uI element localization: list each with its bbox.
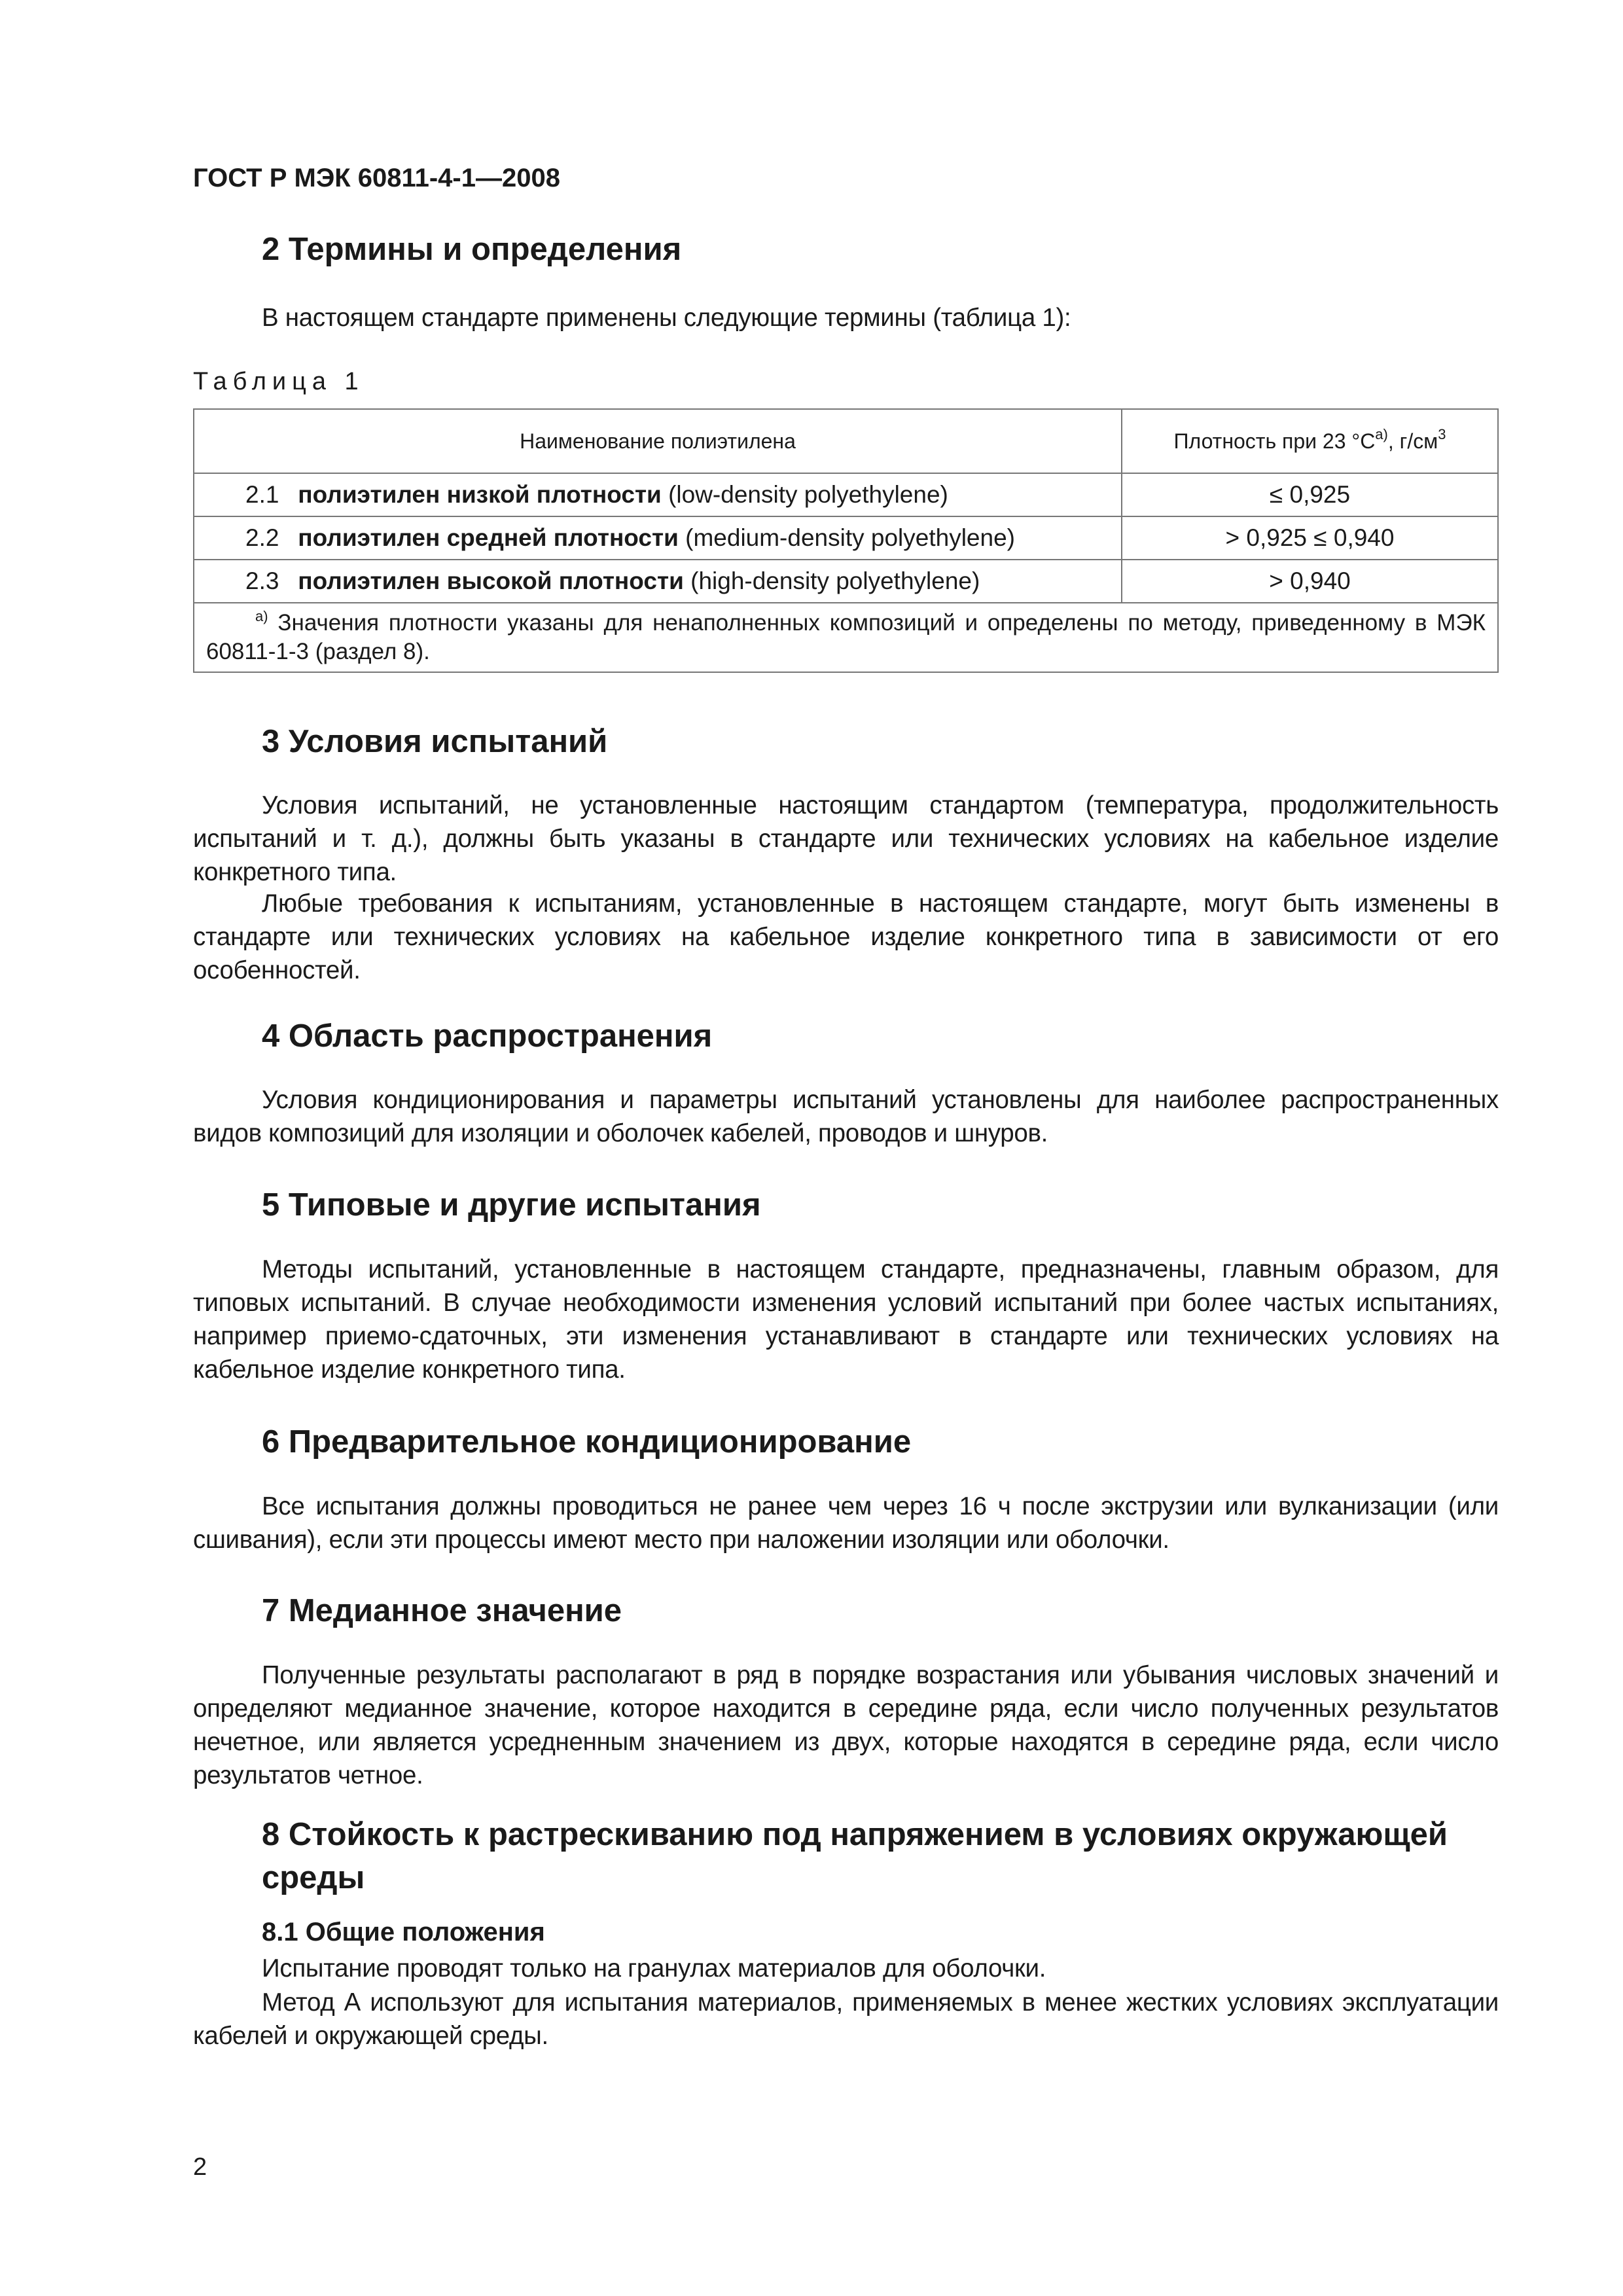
table-cell-term	[194, 473, 1122, 516]
section-5-paragraph-1: Методы испытаний, установленные в настоящем стандарте, предназначены, главным образом, для типовых испытаний. В случае необходимости изменения условий испытаний при более частых испытаниях, например приемо-сдаточных, эти изменения устанавливают в стандарте или технических условиях на кабельное изделие конкретного типа.	[193, 1255, 1499, 1384]
term-name: полиэтилен средней плотности	[298, 524, 679, 551]
density-header-footnote-mark: а)	[1375, 425, 1388, 442]
section-4-paragraph-1: Условия кондиционирования и параметры испытаний установлены для наиболее распространенных видов композиций для изоляции и оболочек кабелей, проводов и шнуров.	[193, 1086, 1499, 1147]
density-header-text: Плотность при 23 °С	[1173, 429, 1376, 453]
table-row	[194, 473, 1498, 516]
table-1	[193, 408, 1499, 673]
density-header-unit: , г/см	[1387, 429, 1438, 453]
term-name: полиэтилен высокой плотности	[298, 567, 684, 594]
section-8-title-line-2: среды	[262, 1860, 365, 1895]
section-3-paragraph-1: Условия испытаний, не установленные настоящим стандартом (температура, продолжительность испытаний и т. д.), должны быть указаны в стандарте или технических условиях на кабельное изделие конкретного типа.	[193, 791, 1499, 886]
document-code: ГОСТ Р МЭК 60811-4-1—2008	[193, 164, 560, 192]
section-8-paragraph-1: Испытание проводят только на гранулах материалов для оболочки.	[262, 1954, 1046, 1982]
table-footnote	[194, 603, 1498, 672]
table-cell-density: > 0,940	[1122, 560, 1498, 603]
table-cell-term	[194, 516, 1122, 560]
section-7-title: 7 Медианное значение	[262, 1593, 622, 1628]
footnote-mark: а)	[255, 608, 268, 624]
section-6-title: 6 Предварительное кондиционирование	[262, 1424, 912, 1460]
table-cell-term	[194, 560, 1122, 603]
term-number: 2.2	[245, 524, 279, 551]
section-4-title: 4 Область распространения	[262, 1018, 713, 1054]
term-english: (medium-density polyethylene)	[685, 524, 1015, 551]
footnote-text: Значения плотности указаны для ненаполненных композиций и определены по методу, приведенному в МЭК 60811-1-3 (раздел 8).	[206, 610, 1486, 664]
page-number: 2	[193, 2153, 207, 2181]
table-header-row	[194, 409, 1498, 473]
table-row	[194, 560, 1498, 603]
section-3-title: 3 Условия испытаний	[262, 724, 608, 759]
section-8-1-title: 8.1 Общие положения	[262, 1918, 545, 1946]
table-1-label: Таблица 1	[193, 368, 365, 395]
term-number: 2.1	[245, 481, 279, 508]
term-name: полиэтилен низкой плотности	[298, 481, 662, 508]
table-footnote-row	[194, 603, 1498, 672]
section-3-paragraph-2: Любые требования к испытаниям, установленные в настоящем стандарте, могут быть изменены в стандарте или технических условиях на кабельное изделие конкретного типа в зависимости от его особенностей.	[193, 889, 1499, 984]
term-number: 2.3	[245, 567, 279, 594]
table-cell-density: ≤ 0,925	[1122, 473, 1498, 516]
table-row	[194, 516, 1498, 560]
section-5-title: 5 Типовые и другие испытания	[262, 1187, 761, 1223]
term-english: (low-density polyethylene)	[668, 481, 948, 508]
term-english: (high-density polyethylene)	[690, 567, 980, 594]
table-header-name: Наименование полиэтилена	[194, 409, 1122, 473]
section-6-paragraph-1: Все испытания должны проводиться не ранее чем через 16 ч после экструзии или вулканизации (или сшивания), если эти процессы имеют место при наложении изоляции или оболочки.	[193, 1492, 1499, 1554]
table-header-density	[1122, 409, 1498, 473]
section-2-title: 2 Термины и определения	[262, 232, 682, 267]
table-cell-density: > 0,925 ≤ 0,940	[1122, 516, 1498, 560]
section-2-intro: В настоящем стандарте применены следующие термины (таблица 1):	[262, 304, 1071, 332]
section-8-title-line-1: 8 Стойкость к растрескиванию под напряжением в условиях окружающей	[262, 1817, 1448, 1852]
section-8-paragraph-2: Метод А используют для испытания материалов, применяемых в менее жестких условиях эксплуатации кабелей и окружающей среды.	[193, 1988, 1499, 2050]
section-7-paragraph-1: Полученные результаты располагают в ряд в порядке возрастания или убывания числовых значений и определяют медианное значение, которое находится в середине ряда, если число полученных результатов нечетное, или является усредненным значением из двух, которые находятся в середине ряда, если число результатов четное.	[193, 1661, 1499, 1789]
density-header-unit-exponent: 3	[1438, 425, 1446, 442]
